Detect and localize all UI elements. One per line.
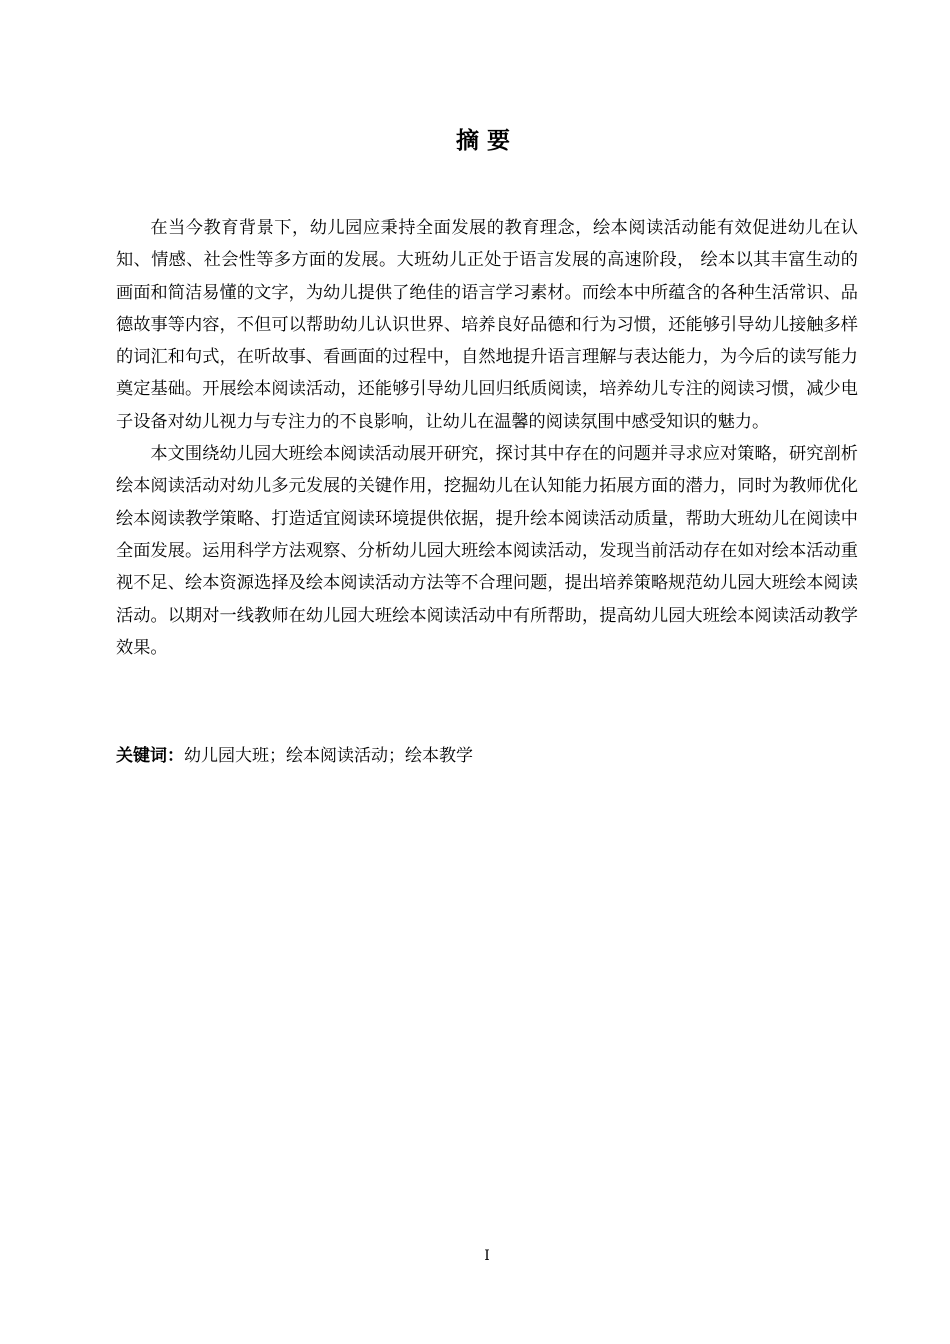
abstract-paragraph-1: 在当今教育背景下，幼儿园应秉持全面发展的教育理念，绘本阅读活动能有效促进幼儿在认知、情感、社会性等多方面的发展。大班幼儿正处于语言发展的高速阶段， 绘本以其丰富生动的画面和简洁易懂的文字，为幼儿提供了绝佳的语言学习素材。而绘本中所蕴含的各种生活常识、品德故事等内容，不但可以帮助幼儿认识世界、培养良好品德和行为习惯，还能够引导幼儿接触多样的词汇和句式，在听故事、看画面的过程中，自然地提升语言理解与表达能力，为今后的读写能力奠定基础。开展绘本阅读活动，还能够引导幼儿回归纸质阅读，培养幼儿专注的阅读习惯，减少电子设备对幼儿视力与专注力的不良影响，让幼儿在温馨的阅读氛围中感受知识的魅力。: [116, 218, 858, 432]
keywords-label: 关键词：: [116, 746, 184, 766]
abstract-title: 摘 要: [455, 127, 510, 154]
keywords-text: 幼儿园大班；绘本阅读活动；绘本教学: [184, 746, 473, 766]
page-number: I: [484, 1248, 490, 1264]
keywords-line: [116, 742, 473, 770]
abstract-body: [116, 212, 858, 664]
abstract-paragraph-2: 本文围绕幼儿园大班绘本阅读活动展开研究，探讨其中存在的问题并寻求应对策略，研究剖析绘本阅读活动对幼儿多元发展的关键作用，挖掘幼儿在认知能力拓展方面的潜力，同时为教师优化绘本阅读教学策略、打造适宜阅读环境提供依据，提升绘本阅读活动质量，帮助大班幼儿在阅读中全面发展。运用科学方法观察、分析幼儿园大班绘本阅读活动，发现当前活动存在如对绘本活动重视不足、绘本资源选择及绘本阅读活动方法等不合理问题，提出培养策略规范幼儿园大班绘本阅读活动。以期对一线教师在幼儿园大班绘本阅读活动中有所帮助，提高幼儿园大班绘本阅读活动教学效果。: [116, 444, 858, 658]
